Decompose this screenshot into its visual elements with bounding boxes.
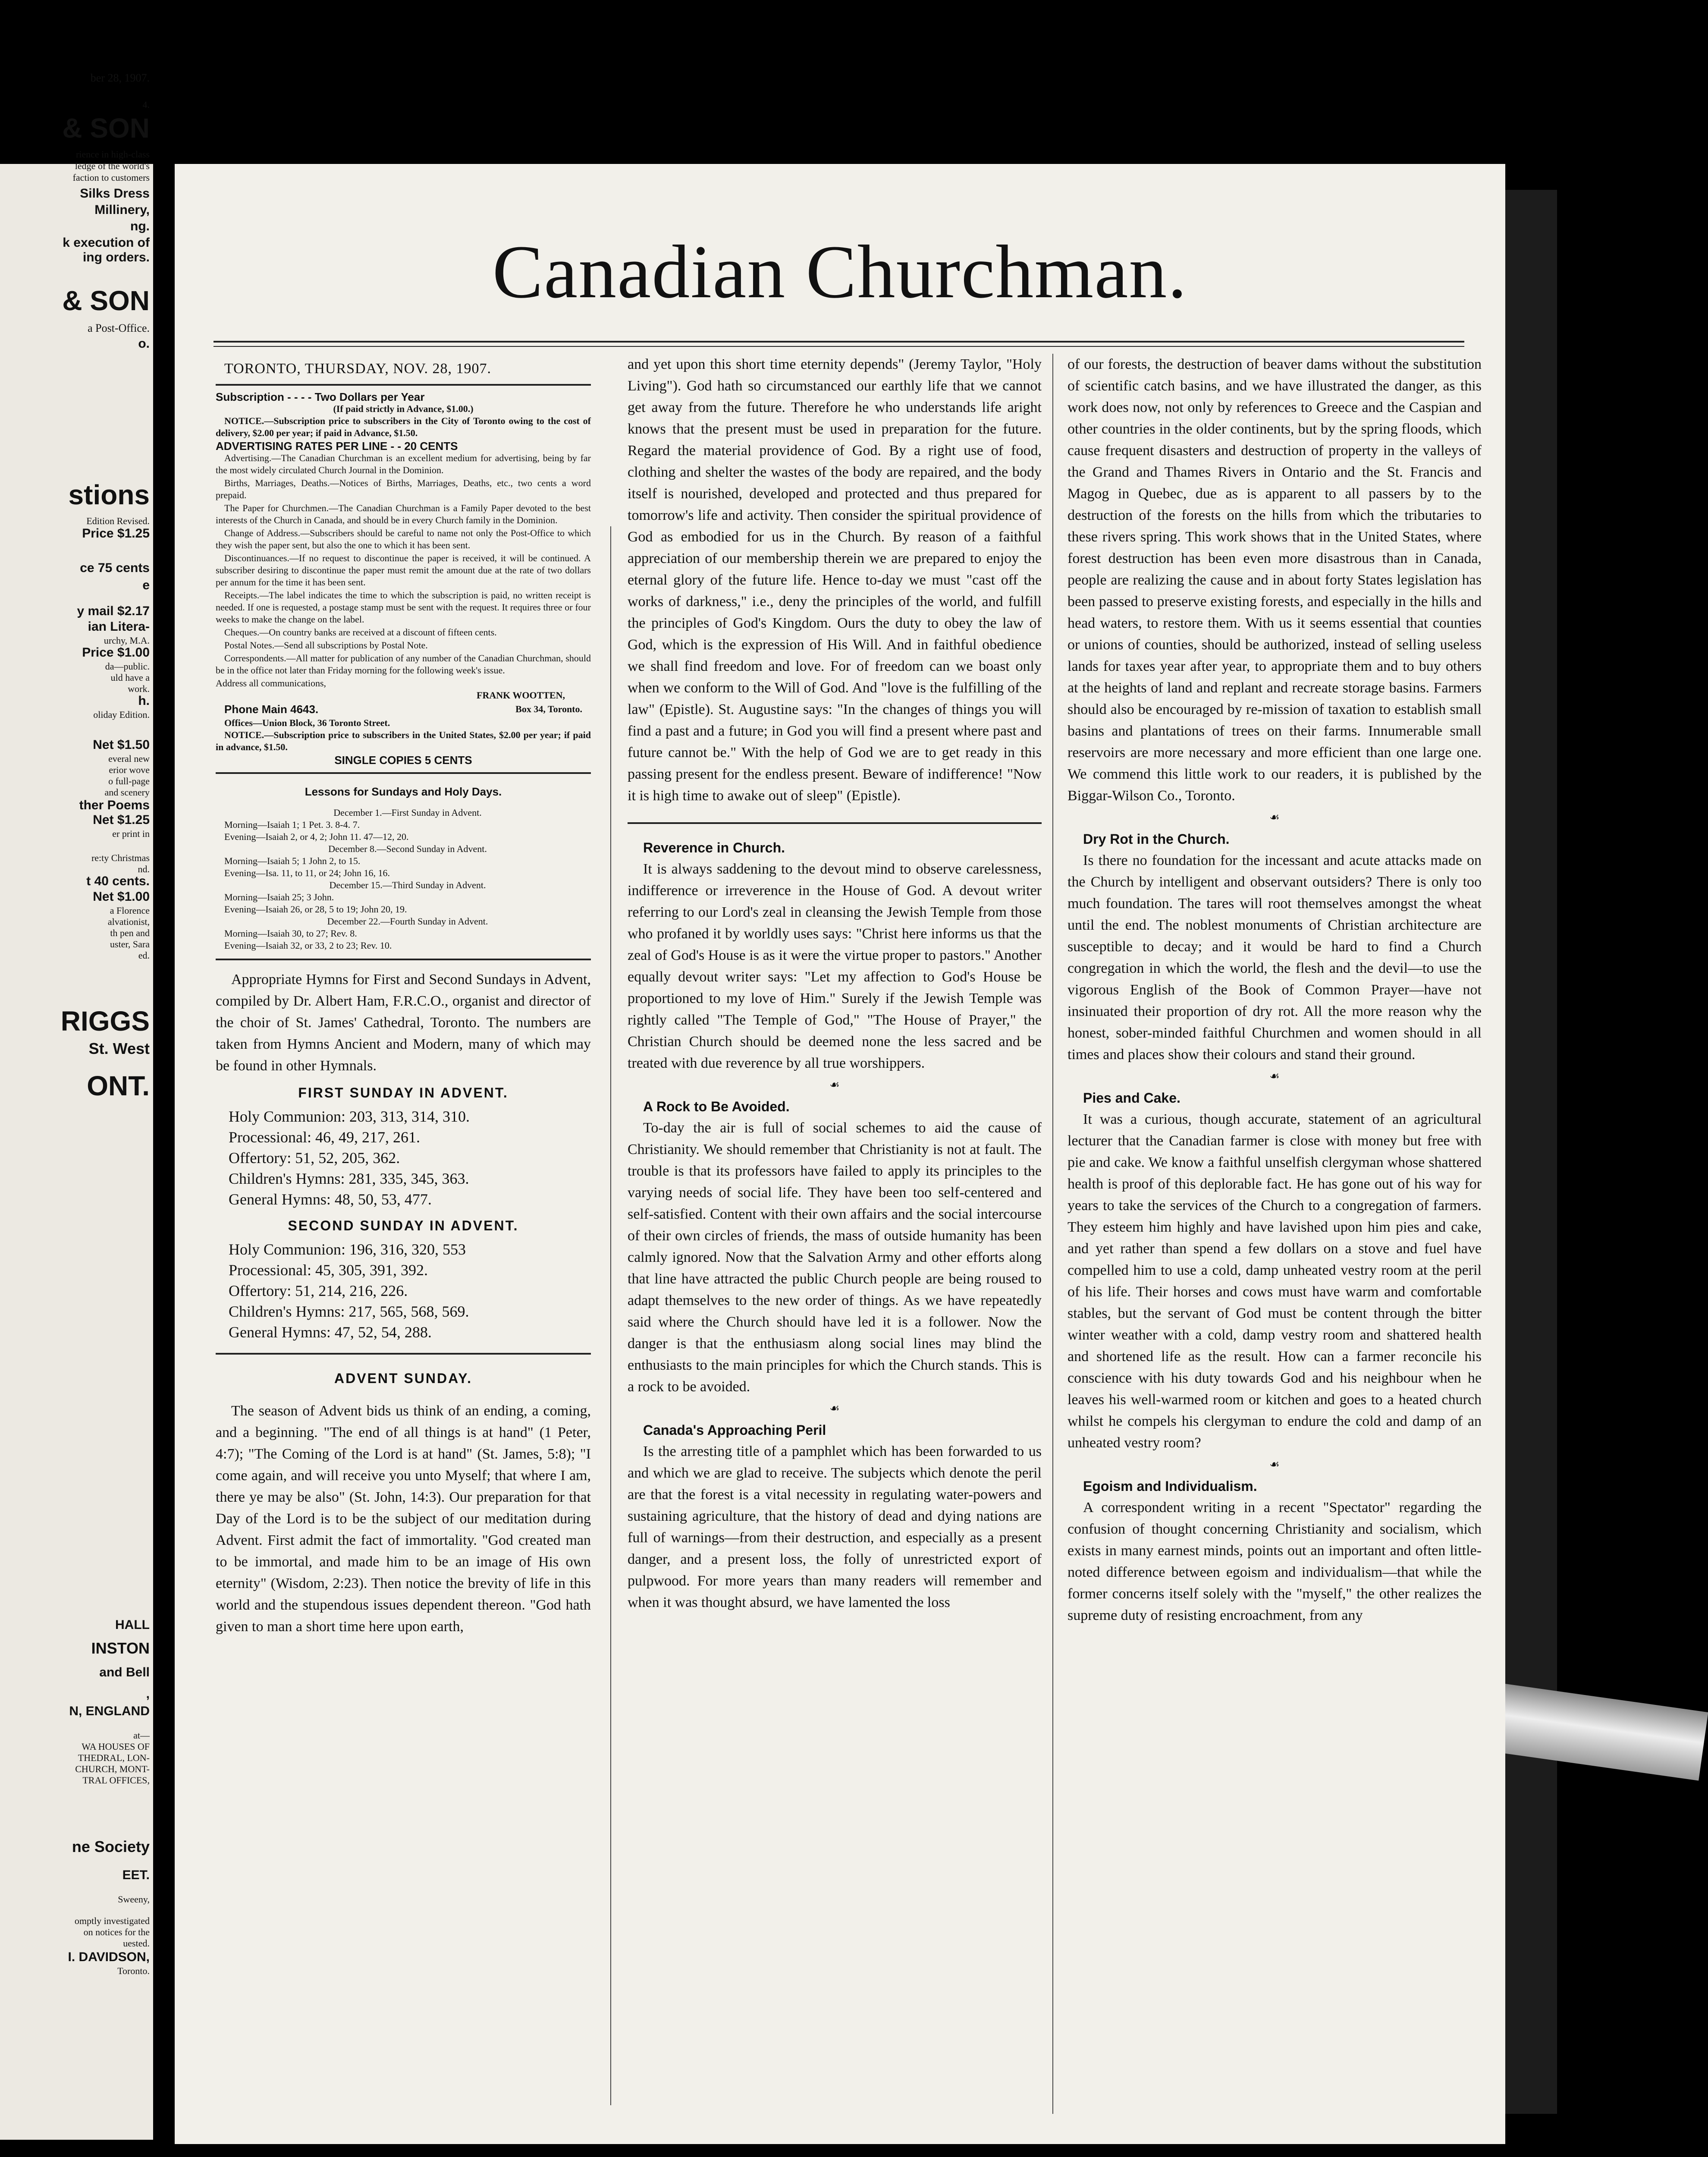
adjacent-page-text: Net $1.50 (93, 738, 150, 752)
adjacent-page-text: o. (138, 336, 150, 351)
adjacent-page-text: ng. (130, 219, 150, 233)
adjacent-page-text: Price $1.00 (82, 645, 150, 660)
rock-title: A Rock to Be Avoided. (643, 1099, 790, 1114)
hymn-line: Holy Communion: 203, 313, 314, 310. (229, 1108, 470, 1125)
dateline-rule (216, 384, 591, 386)
adjacent-page-text: Net $1.25 (93, 813, 150, 827)
address-line: Address all communications, (216, 678, 327, 689)
adjacent-page-text: 4. (142, 99, 150, 110)
masthead-title: Canadian Churchman. (492, 230, 1188, 314)
notice-paragraphs (216, 452, 591, 676)
phone-number: Phone Main 4643. (224, 703, 319, 716)
adjacent-page-text: Sweeny, (118, 1894, 150, 1905)
hymn-line: Processional: 45, 305, 391, 392. (229, 1261, 428, 1279)
lessons-box (216, 781, 591, 952)
second-sunday-title: SECOND SUNDAY IN ADVENT. (288, 1218, 519, 1233)
subscription-line: Subscription - - - - Two Dollars per Year (216, 390, 425, 403)
lesson-entry: Evening—Isa. 11, to 11, or 24; John 16, 16. (224, 868, 390, 878)
hymn-line: Holy Communion: 196, 316, 320, 553 (229, 1241, 466, 1258)
adjacent-page-text: work. (128, 683, 150, 694)
adjacent-page-text: ing orders. (82, 250, 150, 264)
offices-address: Offices—Union Block, 36 Toronto Street. (224, 717, 390, 728)
adjacent-page-text: nd. (138, 864, 150, 874)
adjacent-page-text: uster, Sara (110, 939, 150, 950)
adjacent-page-text: stions (68, 479, 150, 510)
adjacent-page-text: ed. (138, 950, 150, 961)
adjacent-page-text: at— (133, 1730, 150, 1741)
hymn-line: Children's Hymns: 281, 335, 345, 363. (229, 1170, 469, 1187)
peril-title: Canada's Approaching Peril (643, 1422, 826, 1438)
lesson-entry: Morning—Isaiah 5; 1 John 2, to 15. (224, 855, 361, 866)
adjacent-page-text: INSTON (91, 1639, 150, 1657)
column-separator (610, 526, 611, 2105)
editor-name: FRANK WOOTTEN, (477, 690, 565, 701)
section-rule (216, 959, 591, 960)
adjacent-page-text: alvationist, (107, 916, 150, 927)
adjacent-page-text: EET. (122, 1868, 150, 1882)
adjacent-page-text: ian Litera- (88, 619, 150, 634)
adjacent-page-text: ne Society (72, 1838, 150, 1855)
adjacent-page-text: and scenery (104, 787, 150, 798)
lesson-entry: Morning—Isaiah 25; 3 John. (224, 892, 334, 902)
adjacent-page-text: uld have a (110, 672, 150, 683)
adjacent-page-text: e (142, 578, 150, 592)
notice-paragraph: Change of Address.—Subscribers should be careful to name not only the Post-Office to which they wish the paper sent, but also the one to which it has been sent. (216, 528, 591, 550)
notice-paragraph: Receipts.—The label indicates the time to which the subscription is paid, no written receipt is needed. If one is requested, a postage stamp must be sent with the request. It requires three or four weeks to make the change on the label. (216, 590, 591, 625)
pies-text: It was a curious, though accurate, statement of an agricultural lecturer that the Canadian farmer is close with money but free with pie and cake. We know a faithful unselfish clergyman whose shattered health is proof of this deplorable fact. He has gone out of his way for years to take the services of the Church to a congregation of farmers. They esteem him highly and have lavished upon him pies and cake, and yet rather than spend a few dollars on a stove and fuel have compelled him to use a cold, damp unheated vestry room at the peril of his life. Their horses and cows must have warm and comfortable stables, but the servant of God must be content through the bitter winter weather with a cold, damp vestry room and shattered health and shortened life as the result. How can a farmer reconcile his conscience with his duty towards God and his neighbour when he leaves his well-warmed room or kitchen and goes to a heated church whilst he compels his clergyman to endure the cold and damp of an unheated vestry room? (1068, 1111, 1482, 1451)
adjacent-page-text: Millinery, (94, 203, 150, 217)
peril-text: Is the arresting title of a pamphlet which has been forwarded to us and which we are glad to receive. The subjects which denote the peril are that the forest is a vital necessity in regulating water-powers and sustaining agriculture, that the history of dead and dying nations are full of warnings—from their destruction, and especially as a present danger, and a present loss, the folly of unrestricted export of pulpwood. For more years than many readers will remember and when it was thought absurd, we have lamented the loss (628, 1443, 1042, 1610)
adjacent-page-text: CHURCH, MONT- (75, 1764, 150, 1774)
adjacent-page-text: a Florence (110, 905, 150, 916)
lesson-entry: Morning—Isaiah 30, to 27; Rev. 8. (224, 928, 357, 939)
second-sunday-hymns (216, 1239, 591, 1343)
adjacent-page-text: th pen and (110, 928, 150, 938)
notice-paragraph: Births, Marriages, Deaths.—Notices of Births, Marriages, Deaths, etc., two cents a word prepaid. (216, 478, 591, 500)
publication-notices (216, 391, 591, 766)
adjacent-page-text: da—public. (105, 661, 150, 672)
hymn-line: Processional: 46, 49, 217, 261. (229, 1129, 420, 1146)
advertising-rates: ADVERTISING RATES PER LINE - - 20 CENTS (216, 440, 458, 453)
hymn-line: General Hymns: 47, 52, 54, 288. (229, 1324, 432, 1341)
adjacent-page-text: St. West (88, 1040, 150, 1057)
adjacent-page-text: oliday Edition. (93, 709, 150, 720)
section-ornament: ☙ (829, 1402, 840, 1415)
adjacent-page-text: ONT. (87, 1070, 150, 1101)
adjacent-page-text: THEDRAL, LON- (78, 1752, 150, 1763)
adjacent-page-text: TRAL OFFICES, (82, 1775, 150, 1786)
hymns-intro: Appropriate Hymns for First and Second Sundays in Advent, compiled by Dr. Albert Ham, F.R.C.O., organist and director of the choir of St. James' Cathedral, Toronto. The numbers are taken from Hymns Ancient and Modern, many of which may be found in other Hymnals. (216, 972, 591, 1074)
adjacent-page-text: I. DAVIDSON, (68, 1950, 150, 1964)
column-1 (216, 358, 591, 1638)
adjacent-page-text: N, ENGLAND (69, 1704, 150, 1718)
peril-continued: of our forests, the destruction of beaver dams without the substitution of scientific catch basins, and we have illustrated the danger, as this work does now, not only by references to Greece and the Caspian and other countries in the older continents, but by the spring floods, which cause frequent disasters and destruction of property in the valleys of the Grand and Thames Rivers in Ontario and the St. Francis and Magog in Quebec, due as is apparent to all passers by to the destruction of the forests on the hills from which the tributaries to these rivers spring. This work shows that in the United States, where forest destruction has been even more disastrous than in Canada, people are realizing the cause and in about forty States legislation has been passed to preserve existing forests, and especially in the hills and head waters, to restore them. With us it seems essential that counties or unions of counties, should be authorized, instead of selling useless lands for taxes year after year, to appropriate them and to buy others at the heights of land and replant and recreate storage basins. Farmers should also be encouraged by re-mission of taxation to establish small basins and plantations of trees on their farms. Innumerable small reservoirs are more necessary and more efficient than one large one. We commend this little work to our readers, it is published by the Biggar-Wilson Co., Toronto. (1068, 356, 1482, 804)
adjacent-page-text: RIGGS (60, 1006, 150, 1037)
adjacent-page-text: ther Poems (79, 798, 150, 812)
column-separator (1052, 354, 1053, 2114)
notice-paragraph: Advertising.—The Canadian Churchman is an excellent medium for advertising, being by far the most widely circulated Church Journal in the Dominion. (216, 453, 591, 475)
first-sunday-hymns (216, 1106, 591, 1210)
lesson-entry: Morning—Isaiah 1; 1 Pet. 3. 8-4. 7. (224, 819, 360, 830)
notice-paragraph: Cheques.—On country banks are received at a discount of fifteen cents. (224, 627, 497, 638)
adjacent-page-text: everal new (108, 753, 150, 764)
lesson-entry: December 8.—Second Sunday in Advent. (328, 843, 487, 854)
reverence-title: Reverence in Church. (643, 840, 785, 855)
adjacent-page-text: a Post-Office. (88, 322, 150, 334)
advent-sunday-title: ADVENT SUNDAY. (334, 1371, 472, 1386)
dryrot-text: Is there no foundation for the incessant and acute attacks made on the Church by intelligent and observant outsiders? There is only too much foundation. The tares will root themselves amongst the wheat until the end. The noblest monuments of Christian architecture are susceptible to decay; and it would be hard to find a Church congregation in which the world, the flesh and the devil—to use the vigorous English of the Book of Common Prayer—have not insinuated their proportion of dry rot. All the more reason why the honest, sober-minded faithful Churchmen and women should in all times and places show their colours and stand their ground. (1068, 852, 1482, 1063)
hymn-line: Children's Hymns: 217, 565, 568, 569. (229, 1303, 469, 1320)
lesson-entry: December 22.—Fourth Sunday in Advent. (327, 916, 488, 927)
lessons-title: Lessons for Sundays and Holy Days. (305, 785, 502, 798)
page-binding (1505, 190, 1557, 2114)
rock-text: To-day the air is full of social schemes to aid the cause of Christianity. We should remember that Christianity is not at fault. The trouble is that its professors have failed to apply its principles to the varying needs of social life. They have been too self-centered and self-satisfied. Content with their own affairs and the social intercourse of their own circles of friends, the mass of outside humanity has been calmly ignored. Now that the Salvation Army and other efforts along that line have attracted the public Church people are being roused to adapt themselves to the new order of things. As we have repeatedly said where the Church should have led it is a follower. Now the danger is that the enthusiasm along social lines may blind the enthusiasts to the main principles for which the Church stands. This is a rock to be avoided. (628, 1120, 1042, 1395)
column-2 (628, 354, 1042, 1613)
section-ornament: ☙ (1269, 811, 1280, 824)
adjacent-page-text: erior wove (109, 764, 150, 775)
adjacent-page-text: on notices for the (83, 1927, 150, 1937)
advent-sunday-text: The season of Advent bids us think of an ending, a coming, and a beginning. "The end of all things is at hand" (1 Peter, 4:7); "The Coming of the Lord is at hand" (St. James, 5:8); "I come again, and will receive you unto Myself; that where I am, there ye may be also" (St. John, 14:3). Our preparation for that Day of the Lord is to be the subject of our meditation during Advent. First admit the fact of immortality. "God created man to be immortal, and made him to be an image of His own eternity" (Wisdom, 2:23). Then notice the brevity of life in this world and the stupendous issues dependent thereon. "God hath given to man a short time here upon earth, (216, 1403, 591, 1635)
notice-city: NOTICE.—Subscription price to subscribers in the City of Toronto owing to the cost of delivery, $2.00 per year; if paid in Advance, $1.50. (216, 415, 591, 438)
adjacent-page-text: , (146, 1687, 150, 1701)
dryrot-title: Dry Rot in the Church. (1083, 831, 1230, 847)
adjacent-page-text: & SON (62, 285, 150, 316)
adjacent-page-text: Edition Revised. (86, 516, 150, 526)
egoism-text: A correspondent writing in a recent "Spectator" regarding the confusion of thought concerning Christianity and socialism, which exists in many earnest minds, points out an important and often little-noted difference between egoism and individualism—that while the former concerns itself solely with the "myself," the other realizes the supreme duty of resisting encroachment, from any (1068, 1500, 1482, 1623)
adjacent-page-text: k execution of (63, 236, 150, 250)
adjacent-page-text: re:ty Christmas (91, 852, 150, 863)
notice-paragraph: The Paper for Churchmen.—The Canadian Churchman is a Family Paper devoted to the best interests of the Church in Canada, and should be in every Church family in the Dominion. (216, 503, 591, 525)
adjacent-page-fragment (0, 72, 153, 2140)
adjacent-page-text: Silks Dress (80, 186, 150, 201)
advent-continued: and yet upon this short time eternity depends" (Jeremy Taylor, "Holy Living"). God hath so circumstanced our earthly life that we cannot get away from the future. Therefore he who understands life aright knows that the present must be used in preparation for the future. Regard the material providence of God. By a right use of food, clothing and shelter the wastes of the body are repaired, and the body itself is nourished, developed and protected and thus prepared for tomorrow's life and activity. Then consider the spiritual providence of God as embodied for us in the Church. By reason of a faithful appreciation of our membership therein we are prepared to enjoy the eternal glory of the future life. Hence to-day we must "cast off the works of darkness," i.e., deny the principles of the world, and fulfill the principles of God's Kingdom. Ours the duty to obey the law of God, which is the expression of His Will. And in faithful obedience we shall find freedom and love. For of freedom can we boast only when we conform to the Will of God. And "love is the fulfilling of the law" (Epistle). St. Augustine says: "In the changes of things you will find a past and a future; in God you will find a present where past and future cannot be." With the help of God we are to get ready in this passing present for the endless present. Beware of indifference! "Now it is high time to awake out of sleep" (Epistle). (628, 356, 1042, 804)
adjacent-page-text: t 40 cents. (86, 874, 150, 888)
adjacent-page-text: omptly investigated (74, 1915, 150, 1926)
section-rule (216, 1353, 591, 1355)
adjacent-page-text: o full-page (108, 776, 150, 786)
adjacent-page-text: and Bell (99, 1665, 150, 1679)
adjacent-page-text: Price $1.25 (82, 526, 150, 541)
pies-title: Pies and Cake. (1083, 1090, 1181, 1106)
adjacent-page-text: y mail $2.17 (77, 604, 150, 618)
section-ornament: ☙ (829, 1078, 840, 1091)
section-rule (216, 772, 591, 774)
adjacent-page-text: faction to customers (72, 172, 150, 183)
hymn-line: General Hymns: 48, 50, 53, 477. (229, 1191, 432, 1208)
notice-paragraph: Postal Notes.—Send all subscriptions by Postal Note. (224, 640, 428, 651)
adjacent-page-text: ber 28, 1907. (90, 72, 150, 84)
adjacent-page-text: uested. (123, 1938, 150, 1949)
notice-paragraph: Correspondents.—All matter for publication of any number of the Canadian Churchman, should be in the office not later than Friday morning for the following week's issue. (216, 653, 591, 676)
adjacent-page-text: rience in high-class (75, 149, 150, 160)
box-address: Box 34, Toronto. (515, 704, 582, 714)
masthead-rule-thin (214, 346, 1464, 347)
dateline: TORONTO, THURSDAY, NOV. 28, 1907. (224, 361, 491, 377)
lesson-entry: December 15.—Third Sunday in Advent. (329, 880, 486, 890)
lessons-list (224, 807, 591, 952)
first-sunday-title: FIRST SUNDAY IN ADVENT. (298, 1085, 509, 1101)
adjacent-page-text: urchy, M.A. (104, 635, 150, 646)
adjacent-page-text: ledge of the world's (75, 160, 150, 171)
column-3 (1068, 354, 1482, 1626)
adjacent-page-text: WA HOUSES OF (82, 1741, 150, 1752)
notice-paragraph: Discontinuances.—If no request to discontinue the paper is received, it will be continued. A subscriber desiring to discontinue the paper must remit the amount due at the rate of two dollars per annum for the time it has been sent. (216, 553, 591, 588)
adjacent-page-text: Net $1.00 (93, 890, 150, 904)
adjacent-page-text: Toronto. (117, 1965, 150, 1976)
hymn-line: Offertory: 51, 52, 205, 362. (229, 1149, 400, 1167)
newspaper-page (175, 164, 1505, 2144)
reverence-text: It is always saddening to the devout mind to observe carelessness, indifference or irreverence in the House of God. A devout writer referring to our Lord's zeal in cleansing the Jewish Temple from those who profaned it by worldly uses says: "Christ here informs us that the zeal of God's House is as it were the virtue proper to pastors." Another equally devout writer says: "Let my affection to God's House be proportioned to my love of Him." Surely if the Jewish Temple was rightly called "The Temple of God," "The House of Prayer," the Christian Church should be deemed none the less sacred and be treated with due reverence by all true worshippers. (628, 861, 1042, 1071)
lesson-entry: Evening—Isaiah 26, or 28, 5 to 19; John 20, 19. (224, 904, 407, 915)
subscription-advance: (If paid strictly in Advance, $1.00.) (333, 403, 474, 414)
single-copies: SINGLE COPIES 5 CENTS (334, 754, 472, 767)
adjacent-page-text: ce 75 cents (80, 561, 150, 575)
adjacent-page-text: er print in (112, 828, 150, 839)
lesson-entry: Evening—Isaiah 2, or 4, 2; John 11. 47—12, 20. (224, 831, 409, 842)
egoism-title: Egoism and Individualism. (1083, 1478, 1257, 1494)
adjacent-page-text: & SON (62, 113, 150, 144)
section-rule (628, 822, 1042, 824)
lesson-entry: Evening—Isaiah 32, or 33, 2 to 23; Rev. 10. (224, 940, 392, 951)
adjacent-page-text: HALL (115, 1618, 150, 1632)
notice-us: NOTICE.—Subscription price to subscribers in the United States, $2.00 per year; if paid in advance, $1.50. (216, 729, 591, 752)
lesson-entry: December 1.—First Sunday in Advent. (333, 807, 482, 818)
adjacent-page-text: h. (138, 694, 150, 708)
section-ornament: ☙ (1269, 1070, 1280, 1082)
section-ornament: ☙ (1269, 1458, 1280, 1471)
hymn-line: Offertory: 51, 214, 216, 226. (229, 1282, 408, 1299)
masthead-rule (214, 341, 1464, 343)
